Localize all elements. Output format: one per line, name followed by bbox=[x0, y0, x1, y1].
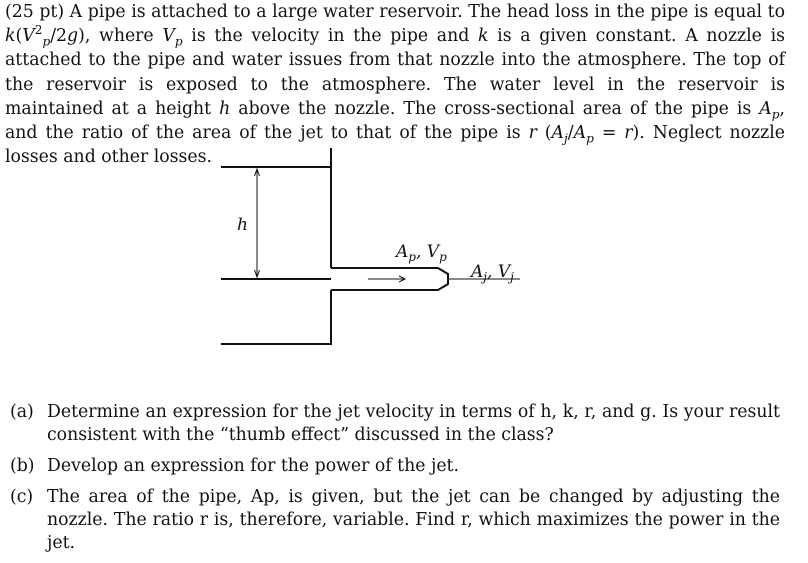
part-text: Develop an expression for the power of the jet. bbox=[47, 456, 459, 476]
part-label: (a) bbox=[10, 402, 34, 422]
part-label: (b) bbox=[10, 456, 35, 476]
points-label: (25 pt) bbox=[5, 2, 65, 22]
part-text: Determine an expression for the jet velocity in terms of h, k, r, and g. Is your result consistent with the “thumb effect” discussed in the class? bbox=[47, 402, 780, 445]
part-text: The area of the pipe, Ap, is given, but the jet can be changed by adjusting the nozzle. The ratio r is, therefore, variable. Find r, which maximizes the power in the jet. bbox=[47, 487, 780, 553]
part-c bbox=[10, 486, 780, 555]
h-arrow-bottom bbox=[255, 270, 260, 277]
flow-arrow-head bbox=[399, 276, 405, 282]
part-a bbox=[10, 401, 780, 447]
problem-paragraph: (25 pt) A pipe is attached to a large water reservoir. The head loss in the pipe is equal to $k(V^2_p/2g)$, where $V_p$ is the velocity in the pipe and k is a given constant. A nozzle is attached to the pipe and water issues from that nozzle into the atmosphere. The top of the reservoir is exposed to the atmosphere. The water level in the reservoir is maintained at a height h above the nozzle. The cross-sectional area of the pipe is $A_p$, and the ratio of the area of the jet to that of the pipe is r $(A_j/A_p = r)$. Neglect nozzle losses and other losses. bbox=[5, 2, 786, 168]
h-label: h bbox=[237, 215, 248, 235]
problem-statement bbox=[5, 0, 785, 169]
pipe-label: $A_p$, $V_p$ bbox=[396, 242, 447, 264]
part-b bbox=[10, 455, 780, 478]
jet-label: $A_j$, $V_j$ bbox=[471, 262, 514, 284]
question-parts bbox=[10, 401, 780, 563]
part-label: (c) bbox=[10, 487, 34, 507]
nozzle bbox=[438, 268, 448, 290]
h-arrow-top bbox=[255, 169, 260, 176]
